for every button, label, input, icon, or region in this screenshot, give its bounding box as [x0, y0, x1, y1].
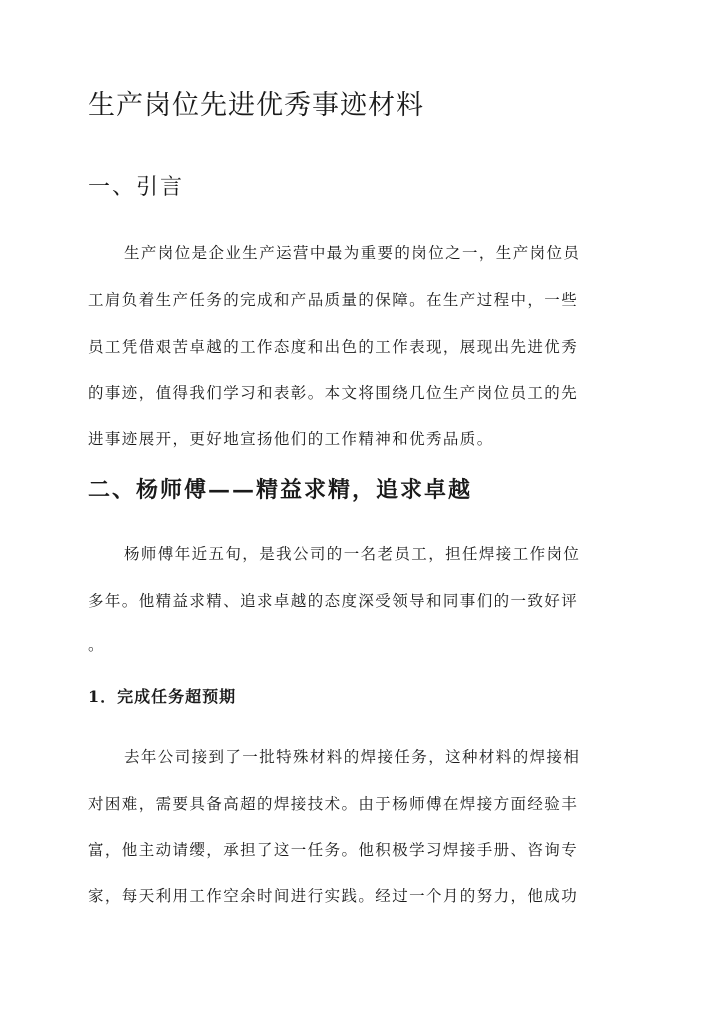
paragraph-line: 对困难，需要具备高超的焊接技术。由于杨师傅在焊接方面经验丰 — [88, 795, 579, 813]
paragraph-line: 杨师傅年近五旬，是我公司的一名老员工，担任焊接工作岗位 — [124, 545, 581, 563]
subsection-heading-task-completion: 1．完成任务超预期 — [88, 687, 237, 706]
paragraph-line: 家，每天利用工作空余时间进行实践。经过一个月的努力，他成功 — [88, 887, 579, 905]
paragraph-line: 去年公司接到了一批特殊材料的焊接任务，这种材料的焊接相 — [124, 748, 581, 766]
paragraph-line: 的事迹，值得我们学习和表彰。本文将围绕几位生产岗位员工的先 — [88, 384, 579, 402]
paragraph-line: 工肩负着生产任务的完成和产品质量的保障。在生产过程中，一些 — [88, 291, 579, 309]
section-heading-master-yang: 二、杨师傅——精益求精，追求卓越 — [88, 477, 473, 503]
paragraph-line: 多年。他精益求精、追求卓越的态度深受领导和同事们的一致好评 — [88, 592, 579, 610]
paragraph-line: 进事迹展开，更好地宣扬他们的工作精神和优秀品质。 — [88, 430, 494, 448]
paragraph-line: 富，他主动请缨，承担了这一任务。他积极学习焊接手册、咨询专 — [88, 841, 579, 859]
paragraph-line: 员工凭借艰苦卓越的工作态度和出色的工作表现，展现出先进优秀 — [88, 338, 579, 356]
paragraph-line: 。 — [88, 636, 105, 654]
paragraph-line: 生产岗位是企业生产运营中最为重要的岗位之一，生产岗位员 — [124, 244, 581, 262]
section-heading-introduction: 一、引言 — [88, 175, 185, 200]
document-title: 生产岗位先进优秀事迹材料 — [88, 90, 424, 121]
